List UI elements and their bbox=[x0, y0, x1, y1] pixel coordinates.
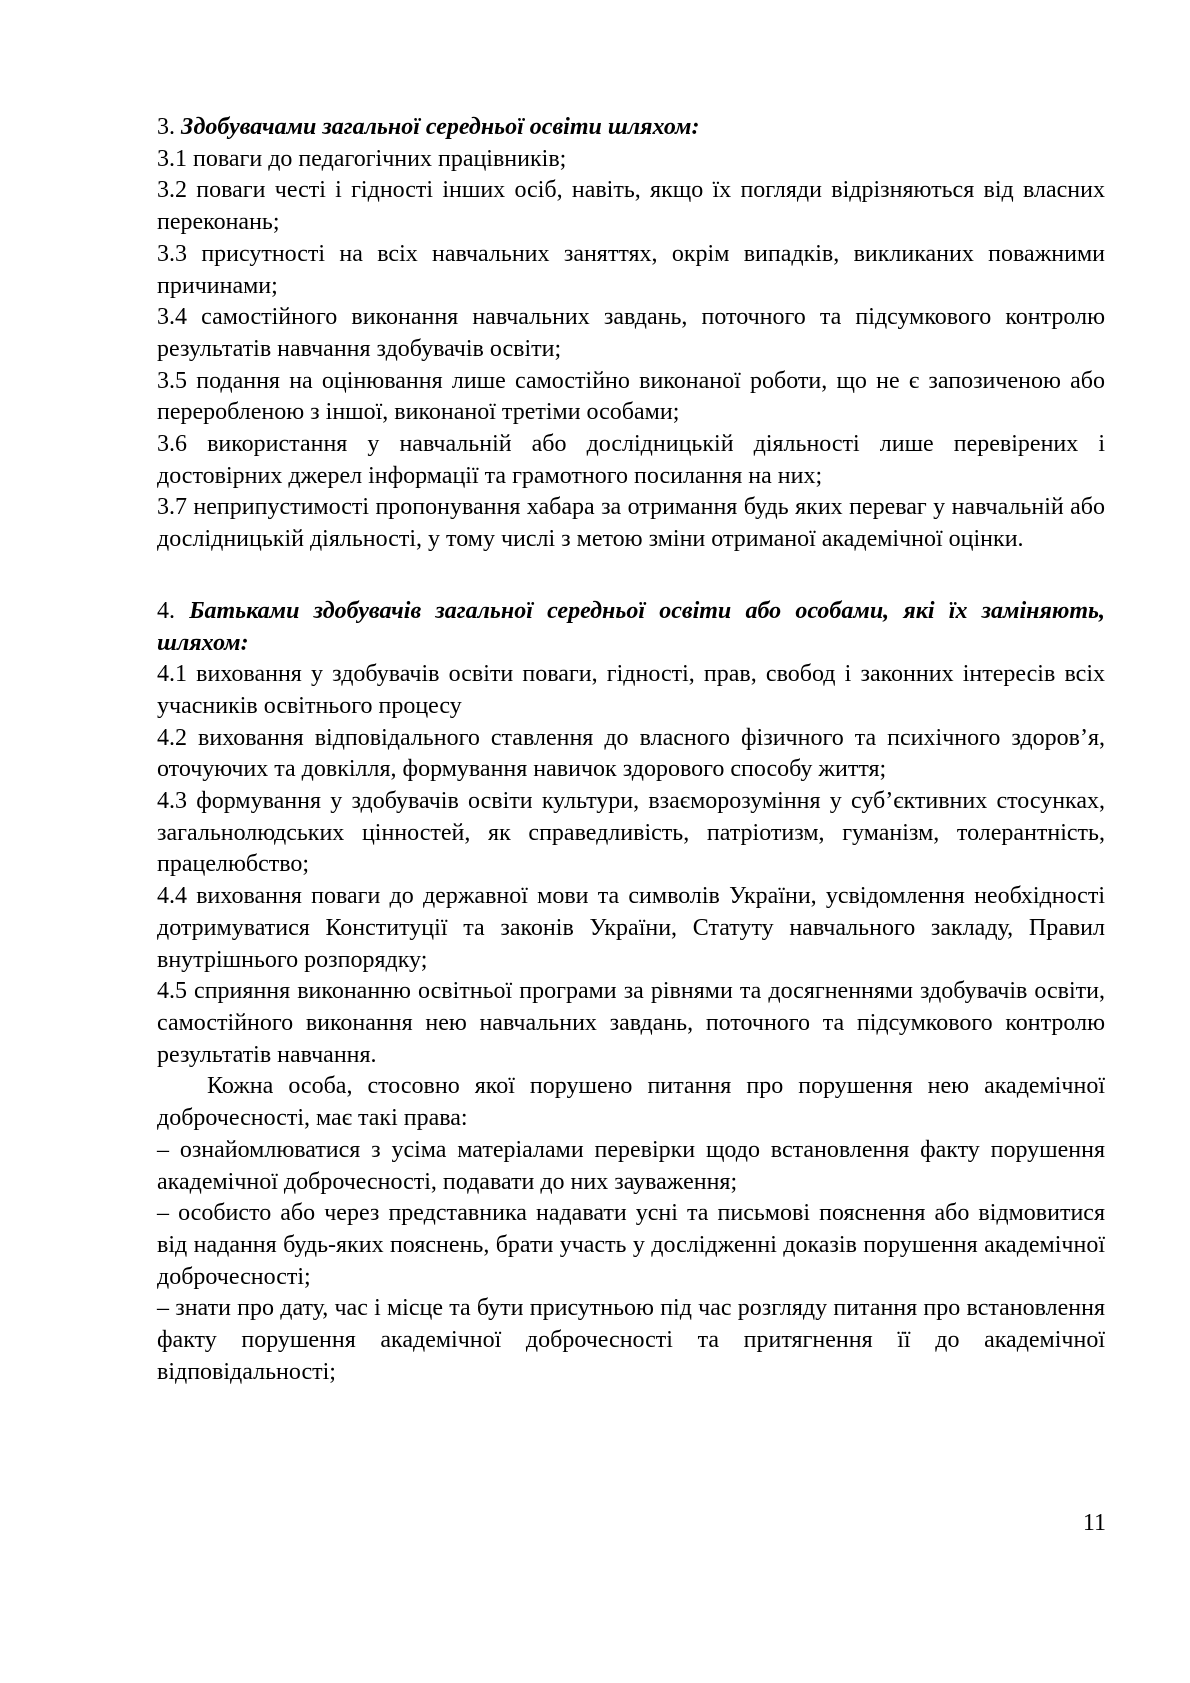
closing-lead-paragraph: Кожна особа, стосовно якої порушено питання про порушення нею академічної доброчесності, має такі права: bbox=[157, 1073, 1105, 1132]
list-item-3-4: 3.4 самостійного виконання навчальних завдань, поточного та підсумкового контролю результатів навчання здобувачів освіти; bbox=[157, 304, 1105, 362]
list-item-4-2: 4.2 виховання відповідального ставлення до власного фізичного та психічного здоров’я, оточуючих та довкілля, формування навичок здорового способу життя; bbox=[157, 724, 1105, 783]
section-3-title: Здобувачами загальної середньої освіти шляхом: bbox=[181, 114, 700, 140]
list-item-4-5: 4.5 сприяння виконанню освітньої програми за рівнями та досягненнями здобувачів освіти, самостійного виконання нею навчальних завдань, поточного та підсумкового контролю результатів навчання. bbox=[157, 978, 1105, 1068]
list-item-3-7: 3.7 неприпустимості пропонування хабара за отримання будь яких переваг у навчальній або дослідницькій діяльності, у тому числі з метою зміни отриманої академічної оцінки. bbox=[157, 494, 1105, 553]
list-item-3-1: 3.1 поваги до педагогічних працівників; bbox=[157, 145, 567, 172]
section-4-heading bbox=[157, 596, 1105, 659]
section-3-number: 3. bbox=[157, 114, 181, 140]
section-4-number: 4. bbox=[157, 597, 190, 624]
list-item-3-6: 3.6 використання у навчальній або дослідницькій діяльності лише перевірених і достовірних джерел інформації та грамотного посилання на них; bbox=[157, 431, 1105, 489]
list-item-3-2: 3.2 поваги честі і гідності інших осіб, навіть, якщо їх погляди відрізняються від власних переконань; bbox=[157, 177, 1105, 236]
document-body bbox=[157, 112, 1105, 1388]
dash-item-1: – ознайомлюватися з усіма матеріалами перевірки щодо встановлення факту порушення академічної доброчесності, подавати до них зауваження; bbox=[157, 1136, 1105, 1195]
page-number: 11 bbox=[1082, 1510, 1106, 1536]
list-item-3-5: 3.5 подання на оцінювання лише самостійно виконаної роботи, що не є запозиченою або переробленою з іншої, виконаної третіми особами; bbox=[157, 367, 1105, 426]
list-item-4-1: 4.1 виховання у здобувачів освіти поваги, гідності, прав, свобод і законних інтересів всіх учасників освітнього процесу bbox=[157, 661, 1105, 719]
list-item-4-4: 4.4 виховання поваги до державної мови та символів України, усвідомлення необхідності дотримуватися Конституції та законів України, Статуту навчального закладу, Правил внутрішнього розпорядку; bbox=[157, 883, 1105, 973]
section-gap bbox=[157, 556, 1105, 596]
section-3-heading bbox=[157, 112, 1105, 144]
dash-item-3: – знати про дату, час і місце та бути присутньою під час розгляду питання про встановлення факту порушення академічної доброчесності та притягнення її до академічної відповідальності; bbox=[157, 1295, 1105, 1385]
list-item-4-3: 4.3 формування у здобувачів освіти культури, взаєморозуміння у суб’єктивних стосунках, загальнолюдських цінностей, як справедливість, патріотизм, гуманізм, толерантність, працелюбство; bbox=[157, 788, 1105, 878]
dash-item-2: – особисто або через представника надавати усні та письмові пояснення або відмовитися від надання будь-яких пояснень, брати участь у дослідженні доказів порушення академічної доброчесності; bbox=[157, 1200, 1105, 1290]
section-4-title: Батьками здобувачів загальної середньої освіти або особами, які їх заміняють, шляхом: bbox=[157, 597, 1105, 656]
list-item-3-3: 3.3 присутності на всіх навчальних заняттях, окрім випадків, викликаних поважними причинами; bbox=[157, 240, 1105, 299]
